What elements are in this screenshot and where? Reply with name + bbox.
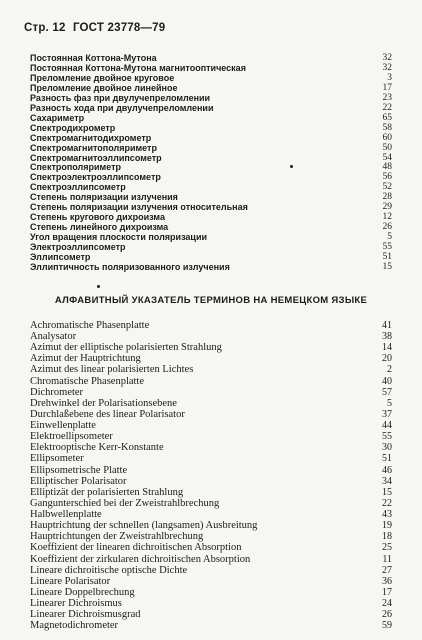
entry-term: Linearer Dichroismus xyxy=(30,598,122,609)
entry-term: Эллиптичность поляризованного излучения xyxy=(30,261,230,272)
entry-term: Спектродихрометр xyxy=(30,122,116,133)
entry-number: 56 xyxy=(382,172,392,183)
entry-number: 5 xyxy=(387,397,392,409)
index-entry xyxy=(30,242,392,252)
entry-term: Постоянная Коттона-Мутона магнитооптическая xyxy=(30,62,246,73)
entry-term: Elliptizät der polarisierten Strahlung xyxy=(30,486,184,498)
entry-term: Koeffizient der zirkularen dichroitischen Absorption xyxy=(30,553,251,565)
index-entry xyxy=(30,332,392,342)
index-entry xyxy=(30,555,392,565)
entry-number: 17 xyxy=(382,586,392,598)
entry-number: 60 xyxy=(382,132,392,143)
index-entry xyxy=(30,262,392,272)
entry-term: Спектроэлектроэллипсометр xyxy=(30,172,161,183)
entry-term: Lineare Doppelbrechung xyxy=(30,586,135,598)
entry-number: 50 xyxy=(382,142,392,153)
entry-term: Durchlaßebene des linear Polarisator xyxy=(30,408,185,420)
entry-number: 43 xyxy=(382,509,392,521)
index-entry xyxy=(30,162,392,172)
index-entry xyxy=(30,365,392,375)
entry-number: 48 xyxy=(382,162,392,173)
entry-term: Lineare dichroitische optische Dichte xyxy=(30,564,188,576)
index-entry xyxy=(30,577,392,587)
entry-term: Gangunterschied bei der Zweistrahlbrechung xyxy=(30,497,220,509)
entry-term: Спектромагнитоэллипсометр xyxy=(30,152,162,163)
index-entry xyxy=(30,599,392,609)
entry-term: Chromatische Phasenplatte xyxy=(30,375,145,387)
entry-number: 12 xyxy=(382,212,392,223)
entry-number: 51 xyxy=(382,453,392,465)
index-entry xyxy=(30,588,392,598)
entry-term: Спектроэллипсометр xyxy=(30,182,126,193)
page-header xyxy=(24,22,169,34)
entry-number: 41 xyxy=(382,320,392,331)
index-entry xyxy=(30,477,392,487)
index-entry xyxy=(30,321,392,331)
entry-term: Степень линейного дихроизма xyxy=(30,222,169,233)
entry-number: 52 xyxy=(382,182,392,193)
index-entry xyxy=(30,343,392,353)
entry-number: 11 xyxy=(382,553,392,565)
index-entry xyxy=(30,354,392,364)
entry-number: 38 xyxy=(382,331,392,343)
entry-number: 30 xyxy=(382,442,392,454)
entry-term: Dichrometer xyxy=(30,386,84,398)
entry-term: Einwellenplatte xyxy=(30,420,96,432)
entry-number: 25 xyxy=(382,542,392,554)
entry-number: 55 xyxy=(382,242,392,253)
entry-number: 29 xyxy=(382,202,392,213)
entry-number: 26 xyxy=(382,609,392,621)
entry-term: Achromatische Phasenplatte xyxy=(30,320,150,331)
page-number: Стр. 12 xyxy=(24,22,66,34)
index-entry xyxy=(30,399,392,409)
entry-term: Halbwellenplatte xyxy=(30,509,102,521)
entry-term: Степень кругового дихроизма xyxy=(30,212,165,223)
index-entry xyxy=(30,192,392,202)
entry-term: Ellipsometrische Platte xyxy=(30,464,128,476)
index-entry xyxy=(30,521,392,531)
entry-number: 32 xyxy=(382,62,392,73)
entry-number: 15 xyxy=(382,261,392,272)
index-entry xyxy=(30,212,392,222)
entry-number: 40 xyxy=(382,375,392,387)
entry-term: Linearer Dichroismusgrad xyxy=(30,609,141,621)
entry-term: Azimut des linear polarisierten Lichtes xyxy=(30,364,194,376)
index-entry xyxy=(30,466,392,476)
entry-term: Угол вращения плоскости поляризации xyxy=(30,232,208,243)
entry-number: 17 xyxy=(382,82,392,93)
entry-number: 26 xyxy=(382,222,392,233)
standard-code: ГОСТ 23778—79 xyxy=(72,22,166,34)
index-entry xyxy=(30,182,392,192)
entry-number: 22 xyxy=(382,102,392,113)
entry-number: 57 xyxy=(382,386,392,398)
index-entry xyxy=(30,566,392,576)
index-entry xyxy=(30,133,392,143)
entry-term: Разность фаз при двулучепреломлении xyxy=(30,92,211,103)
entry-number: 37 xyxy=(382,408,392,420)
entry-number: 3 xyxy=(387,72,392,83)
section-title: АЛФАВИТНЫЙ УКАЗАТЕЛЬ ТЕРМИНОВ НА НЕМЕЦКОМ ЯЗЫКЕ xyxy=(54,295,368,306)
index-entry xyxy=(30,53,392,63)
index-entry xyxy=(30,143,392,153)
ink-speck xyxy=(97,285,100,288)
entry-term: Elektroellipsometer xyxy=(30,431,113,443)
entry-number: 36 xyxy=(382,575,392,587)
entry-term: Azimut der elliptische polarisierten Strahlung xyxy=(30,342,222,354)
entry-number: 32 xyxy=(382,53,392,63)
entry-term: Elliptischer Polarisator xyxy=(30,475,127,487)
entry-number: 34 xyxy=(382,475,392,487)
entry-number: 54 xyxy=(382,152,392,163)
entry-term: Koeffizient der linearen dichroitischen Absorption xyxy=(30,542,242,554)
index-entry xyxy=(30,252,392,262)
entry-number: 23 xyxy=(382,92,392,103)
entry-term: Разность хода при двулучепреломлении xyxy=(30,102,214,113)
entry-number: 20 xyxy=(382,353,392,365)
index-entry xyxy=(30,532,392,542)
index-entry xyxy=(30,377,392,387)
index-entry xyxy=(30,432,392,442)
index-entry xyxy=(30,388,392,398)
index-entry xyxy=(30,621,392,631)
index-entry xyxy=(30,488,392,498)
entry-term: Hauptrichtung der schnellen (langsamen) Ausbreitung xyxy=(30,520,258,532)
index-entry xyxy=(30,222,392,232)
entry-number: 27 xyxy=(382,564,392,576)
index-entry xyxy=(30,202,392,212)
index-entry xyxy=(30,73,392,83)
entry-term: Эллипсометр xyxy=(30,252,91,262)
entry-term: Преломление двойное линейное xyxy=(30,82,178,93)
entry-number: 19 xyxy=(382,520,392,532)
index-entry xyxy=(30,232,392,242)
index-entry xyxy=(30,510,392,520)
entry-number: 18 xyxy=(382,531,392,543)
index-entry xyxy=(30,83,392,93)
entry-number: 46 xyxy=(382,464,392,476)
entry-term: Azimut der Hauptrichtung xyxy=(30,353,141,365)
ink-speck xyxy=(290,165,293,168)
entry-term: Постоянная Коттона-Мутона xyxy=(30,53,157,63)
entry-term: Сахариметр xyxy=(30,112,85,123)
entry-number: 14 xyxy=(382,342,392,354)
entry-number: 2 xyxy=(387,364,392,376)
entry-number: 5 xyxy=(387,232,392,243)
index-entry xyxy=(30,103,392,113)
entry-number: 22 xyxy=(382,497,392,509)
entry-term: Спектромагнитополяриметр xyxy=(30,142,157,153)
index-entry xyxy=(30,421,392,431)
entry-term: Elektrooptische Kerr-Konstante xyxy=(30,442,164,454)
index-entry xyxy=(30,172,392,182)
index-entry xyxy=(30,499,392,509)
index-entry xyxy=(30,443,392,453)
entry-term: Lineare Polarisator xyxy=(30,575,111,587)
index-entry xyxy=(30,410,392,420)
index-entry xyxy=(30,610,392,620)
entry-number: 28 xyxy=(382,192,392,203)
entry-number: 55 xyxy=(382,431,392,443)
entry-number: 59 xyxy=(382,620,392,632)
entry-number: 24 xyxy=(382,598,392,609)
entry-term: Drehwinkel der Polarisationsebene xyxy=(30,397,177,409)
entry-term: Преломление двойное круговое xyxy=(30,72,175,83)
index-entry xyxy=(30,63,392,73)
index-entry xyxy=(30,93,392,103)
entry-term: Спектрополяриметр xyxy=(30,162,122,173)
entry-term: Степень поляризации излучения xyxy=(30,192,178,203)
index-entry xyxy=(30,543,392,553)
entry-term: Электроэллипсометр xyxy=(30,242,126,253)
entry-term: Ellipsometer xyxy=(30,453,84,465)
entry-term: Степень поляризации излучения относительная xyxy=(30,202,248,213)
entry-term: Спектромагнитодихрометр xyxy=(30,132,152,143)
index-entry xyxy=(30,454,392,464)
entry-number: 44 xyxy=(382,420,392,432)
entry-number: 15 xyxy=(382,486,392,498)
entry-term: Hauptrichtungen der Zweistrahlbrechung xyxy=(30,531,204,543)
entry-term: Analysator xyxy=(30,331,77,343)
index-entry xyxy=(30,113,392,123)
entry-number: 65 xyxy=(382,112,392,123)
index-entry xyxy=(30,123,392,133)
index-entry xyxy=(30,153,392,163)
entry-number: 58 xyxy=(382,122,392,133)
entry-number: 51 xyxy=(382,252,392,262)
entry-term: Magnetodichrometer xyxy=(30,620,119,632)
